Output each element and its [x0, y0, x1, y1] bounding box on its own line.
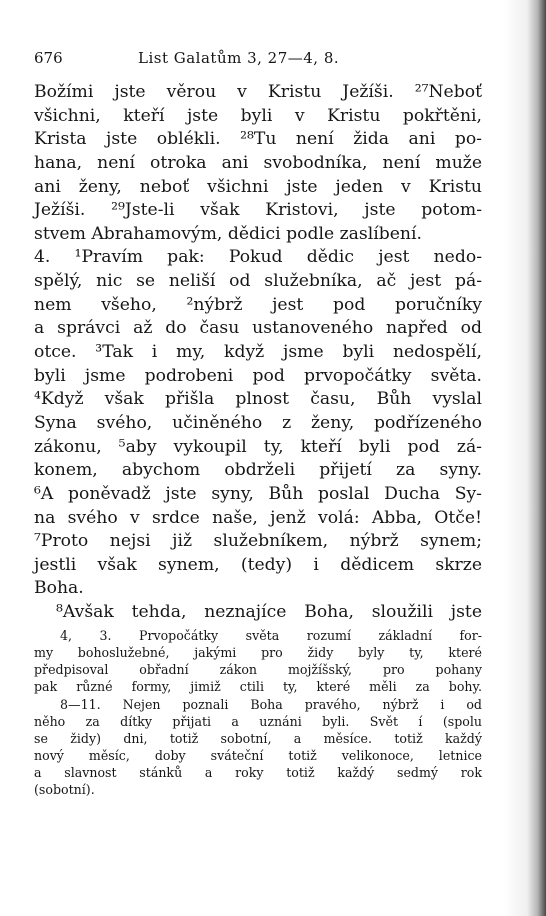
footnote-line: pak různé formy, jimiž ctili ty, které měli za bohy. [34, 679, 482, 695]
text-line: ⁷Proto nejsi již služebníkem, nýbrž synem; [34, 531, 482, 552]
text-line: nem všeho, ²nýbrž jest pod poručníky [34, 294, 482, 315]
footnote-line: a slavnost stánků a roky totiž každý sedmý rok [34, 765, 482, 781]
running-title: List Galatům 3, 27—4, 8. [138, 49, 340, 67]
text-line: a správci až do času ustanoveného napřed od [34, 318, 482, 339]
footnote-line: se židy) dni, totiž sobotní, a měsíce. totiž každý [34, 730, 482, 746]
page-edge-shadow [504, 0, 546, 916]
text-line: byli jsme podrobeni pod prvopočátky světa. [34, 365, 482, 386]
text-line: stvem Abrahamovým, dědici podle zaslíbení. [34, 223, 422, 244]
text-line: hana, není otroka ani svobodníka, není muže [34, 152, 482, 173]
footnote-line: 4, 3. Prvopočátky světa rozumí základní for- [60, 628, 482, 643]
footnote-line: 8—11. Nejen poznali Boha pravého, nýbrž i od [60, 696, 482, 712]
text-line: spělý, nic se neliší od služebníka, ač jest pá- [34, 271, 482, 292]
text-line: všichni, kteří jste byli v Kristu pokřtěni, [34, 105, 482, 126]
text-line: otce. ³Tak i my, když jsme byli nedospělí, [34, 342, 482, 363]
text-line: ⁸Avšak tehda, neznajíce Boha, sloužili jste [56, 602, 482, 623]
text-line: Božími jste věrou v Kristu Ježíši. ²⁷Neboť [34, 82, 482, 102]
running-head [34, 47, 476, 69]
footnote-line: nový měsíc, doby sváteční totiž velikonoce, letnice [34, 747, 482, 763]
text-line: ani ženy, neboť všichni jste jeden v Kristu [34, 176, 482, 197]
text-line: jestli však synem, (tedy) i dědicem skrze [34, 554, 482, 575]
footnote-line: něho za dítky přijati a uznáni byli. Svět í (spolu [34, 713, 482, 729]
text-line: Syna svého, učiněného z ženy, podřízeného [34, 412, 482, 433]
text-line: ⁴Když však přišla plnost času, Bůh vyslal [34, 389, 482, 410]
text-line: na svého v srdce naše, jenž volá: Abba, Otče! [34, 507, 482, 528]
main-text [34, 81, 482, 625]
chapter-4-start: 4. ¹Pravím pak: Pokud dědic jest nedo- [34, 247, 482, 268]
text-line: Ježíši. ²⁹Jste-li však Kristovi, jste potom- [34, 200, 482, 221]
page-number: 676 [34, 49, 63, 67]
text-line: Boha. [34, 578, 84, 599]
footnote-line: my bohoslužebné, jakými pro židy byly ty, které [34, 645, 482, 661]
text-line: ⁶A poněvadž jste syny, Bůh poslal Ducha Sy- [34, 483, 482, 504]
footnotes [34, 627, 482, 798]
footnote-line: předpisoval obřadní zákon mojžíšský, pro pohany [34, 662, 482, 678]
text-line: zákonu, ⁵aby vykoupil ty, kteří byli pod zá- [34, 436, 482, 457]
text-line: konem, abychom obdrželi přijetí za syny. [34, 460, 482, 481]
footnote-line: (sobotní). [34, 782, 95, 798]
text-line: Krista jste oblékli. ²⁸Tu není žida ani po- [34, 129, 482, 150]
